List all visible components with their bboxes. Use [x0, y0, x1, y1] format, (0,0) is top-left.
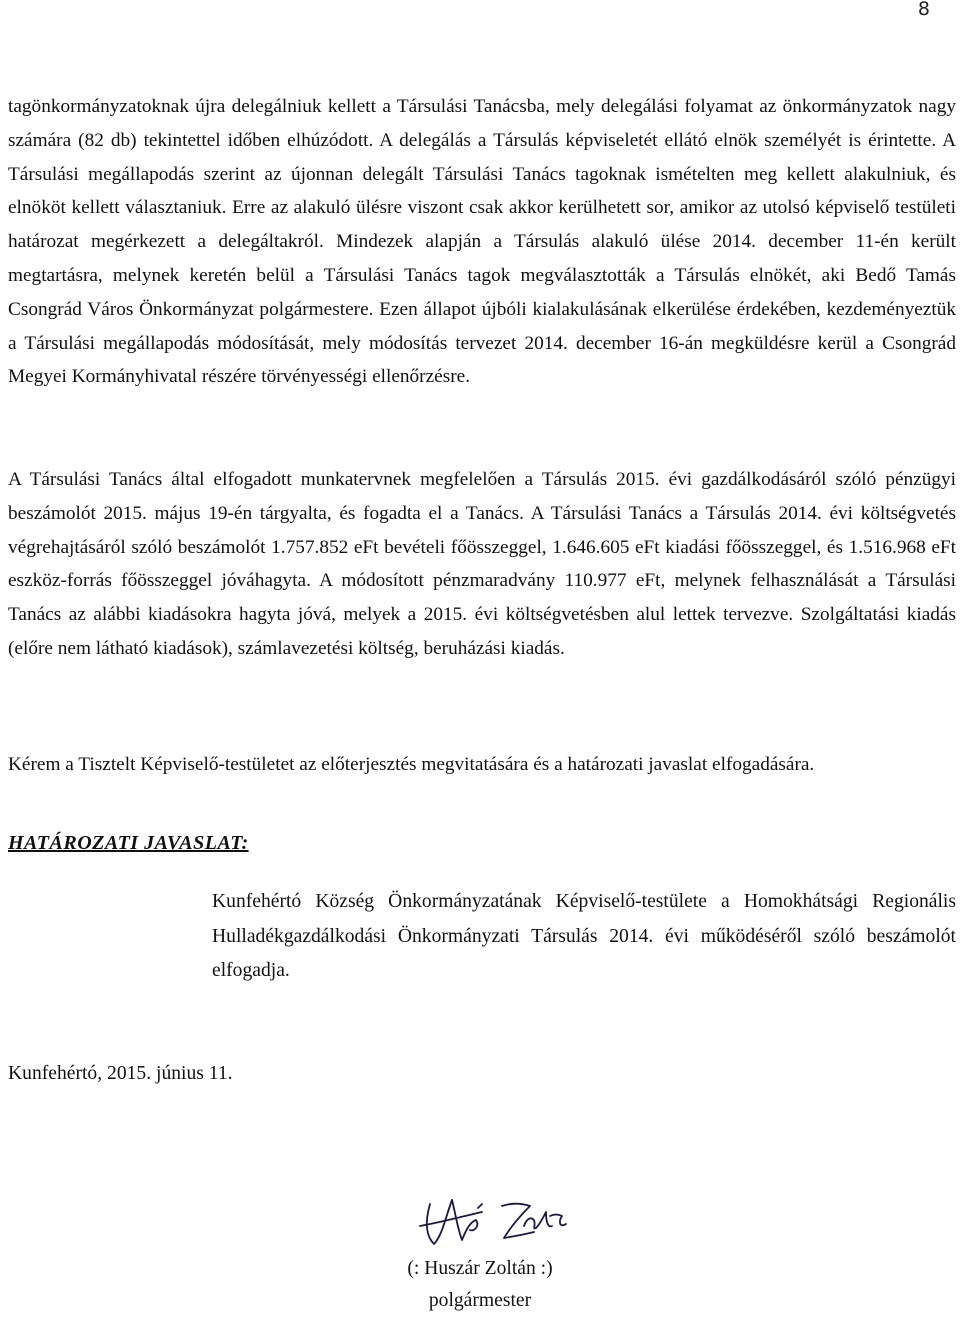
body-paragraph-request: Kérem a Tisztelt Képviselő-testületet az előterjesztés megvitatására és a határozati javaslat elfogadására. [8, 754, 815, 775]
body-paragraph-delegation: tagönkormányzatoknak újra delegálniuk kellett a Társulási Tanácsba, mely delegálási folyamat az önkormányzatok nagy számára (82 db) tekintettel időben elhúzódott. A delegálás a Társulás képviseletét ellátó elnök személyét is érintette. A Társulási megállapodás szerint az újonnan delegált Társulási Tanács tagoknak ismételten meg kellett alakulniuk, és elnököt kellett választaniuk. Erre az alakuló ülésre viszont csak akkor kerülhetett sor, amikor az utolsó képviselő testületi határozat megérkezett a delegáltakról. Mindezek alapján a Társulás alakuló ülése 2014. december 11-én került megtartásra, melynek keretén belül a Társulási Tanács tagok megválasztották a Társulás elnökét, aki Bedő Tamás Csongrád Város Önkormányzat polgármestere. Ezen állapot újbóli kialakulásának elkerülése érdekében, kezdeményeztük a Társulási megállapodás módosítását, mely módosítás tervezet 2014. december 16-án megküldésre kerül a Csongrád Megyei Kormányhivatal részére törvényességi ellenőrzésre. [8, 96, 956, 388]
resolution-text: Kunfehértó Község Önkormányzatának Képviselő-testülete a Homokhátsági Regionális Hulladékgazdálkodási Önkormányzati Társulás 2014. évi működéséről szóló beszámolót elfogadja. [212, 891, 956, 981]
signer-title: polgármester [428, 1290, 532, 1311]
handwritten-signature [412, 1186, 572, 1256]
body-paragraph-financial-report: A Társulási Tanács által elfogadott munkatervnek megfelelően a Társulás 2015. évi gazdálkodásáról szóló pénzügyi beszámolót 2015. május 19-én tárgyalta, és fogadta el a Tanács. A Társulási Tanács a Társulás 2014. évi költségvetés végrehajtásáról szóló beszámolót 1.757.852 eFt bevételi főösszeggel, 1.646.605 eFt kiadási főösszeggel, és 1.516.968 eFt eszköz-forrás főösszeggel jóváhagyta. A módosított pénzmaradvány 110.977 eFt, melynek felhasználását a Társulási Tanács az alábbi kiadásokra hagyta jóvá, melyek a 2015. évi költségvetésben alul lettek tervezve. Szolgáltatási kiadás (előre nem látható kiadások), számlavezetési költség, beruházási kiadás. [8, 469, 956, 659]
page-number: 8 [917, 0, 930, 20]
resolution-heading: HATÁROZATI JAVASLAT: [8, 832, 249, 854]
signer-name: (: Huszár Zoltán :) [407, 1258, 553, 1279]
date-line: Kunfehértó, 2015. június 11. [8, 1063, 233, 1084]
